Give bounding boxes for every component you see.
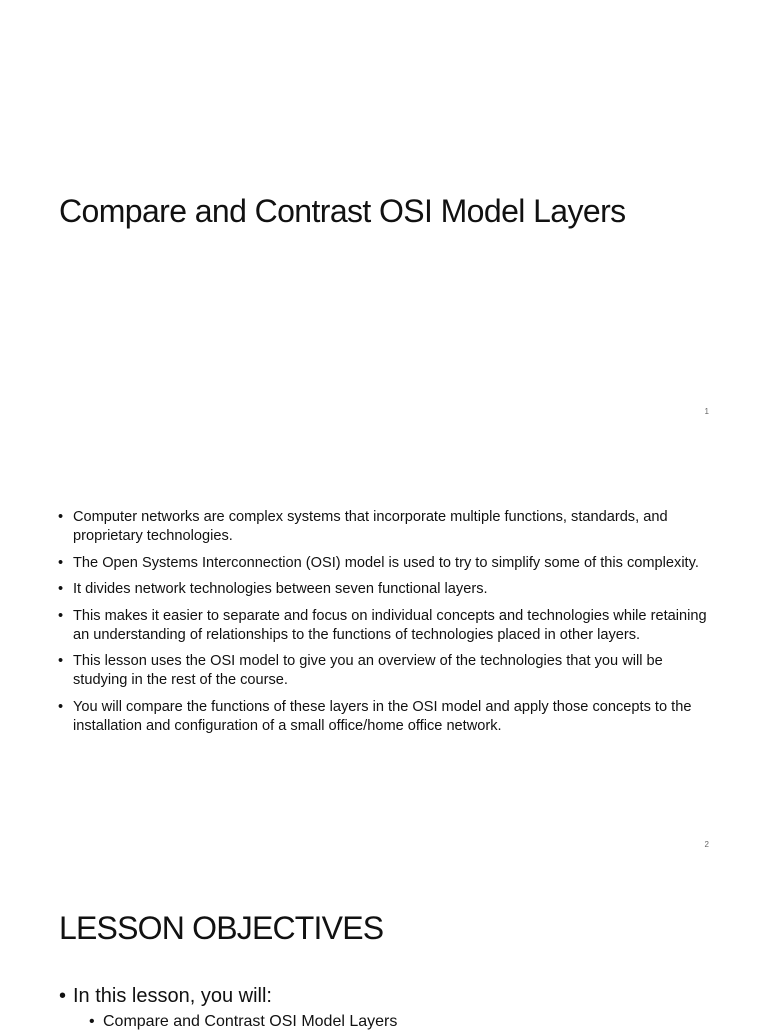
page-number: 1 xyxy=(704,407,709,416)
slide-2 xyxy=(0,430,768,863)
bullet-item: • The Open Systems Interconnection (OSI) model is used to try to simplify some of this complexity. xyxy=(57,554,713,573)
bullet-item: • This lesson uses the OSI model to give you an overview of the technologies that you will be studying in the rest of the course. xyxy=(57,652,713,690)
bullet-item: • Computer networks are complex systems that incorporate multiple functions, standards, and proprietary technologies. xyxy=(57,508,713,546)
bullet-text: In this lesson, you will: xyxy=(73,985,272,1007)
sub-bullet-item: • Compare and Contrast OSI Model Layers xyxy=(73,1011,397,1033)
bullet-list xyxy=(57,508,713,743)
slide-3 xyxy=(0,863,768,1030)
slide-1 xyxy=(0,0,768,430)
slide-title: LESSON OBJECTIVES xyxy=(59,910,384,946)
bullet-item: • This makes it easier to separate and focus on individual concepts and technologies while retaining an understanding of relationships to the functions of technologies placed in other layers. xyxy=(57,607,713,645)
sub-bullet-list xyxy=(73,1011,397,1033)
bullet-item: • You will compare the functions of these layers in the OSI model and apply those concepts to the installation and configuration of a small office/home office network. xyxy=(57,698,713,736)
slide-title: Compare and Contrast OSI Model Layers xyxy=(59,193,626,229)
page-number: 2 xyxy=(704,840,709,849)
bullet-item: • It divides network technologies between seven functional layers. xyxy=(57,580,713,599)
